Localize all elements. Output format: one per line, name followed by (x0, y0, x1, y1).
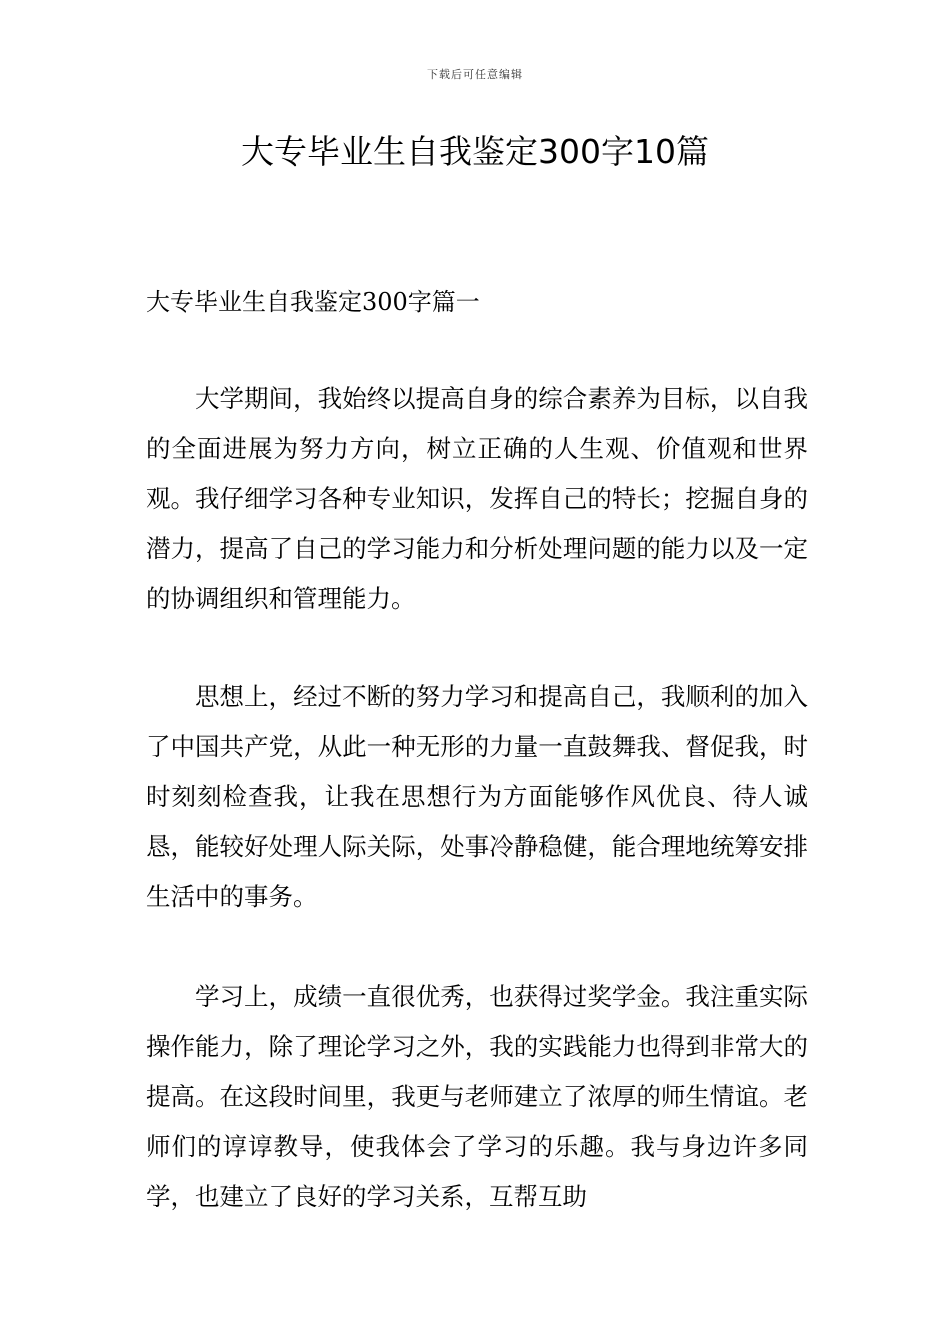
paragraph-2: 思想上，经过不断的努力学习和提高自己，我顺利的加入了中国共产党，从此一种无形的力量一直鼓舞我、督促我，时时刻刻检查我，让我在思想行为方面能够作风优良、待人诚恳，能较好处理人际关际，处事冷静稳健，能合理地统筹安排生活中的事务。 (146, 682, 808, 911)
section-heading: 大专毕业生自我鉴定300字篇一 (146, 288, 480, 316)
document-title: 大专毕业生自我鉴定300字10篇 (241, 132, 709, 171)
paragraph-3: 学习上，成绩一直很优秀，也获得过奖学金。我注重实际操作能力，除了理论学习之外，我的实践能力也得到非常大的提高。在这段时间里，我更与老师建立了浓厚的师生情谊。老师们的谆谆教导，使我体会了学习的乐趣。我与身边许多同学，也建立了良好的学习关系，互帮互助 (146, 982, 808, 1211)
header-note: 下载后可任意编辑 (427, 68, 523, 81)
paragraph-1: 大学期间，我始终以提高自身的综合素养为目标，以自我的全面进展为努力方向，树立正确的人生观、价值观和世界观。我仔细学习各种专业知识，发挥自己的特长；挖掘自身的潜力，提高了自己的学习能力和分析处理问题的能力以及一定的协调组织和管理能力。 (146, 384, 808, 613)
